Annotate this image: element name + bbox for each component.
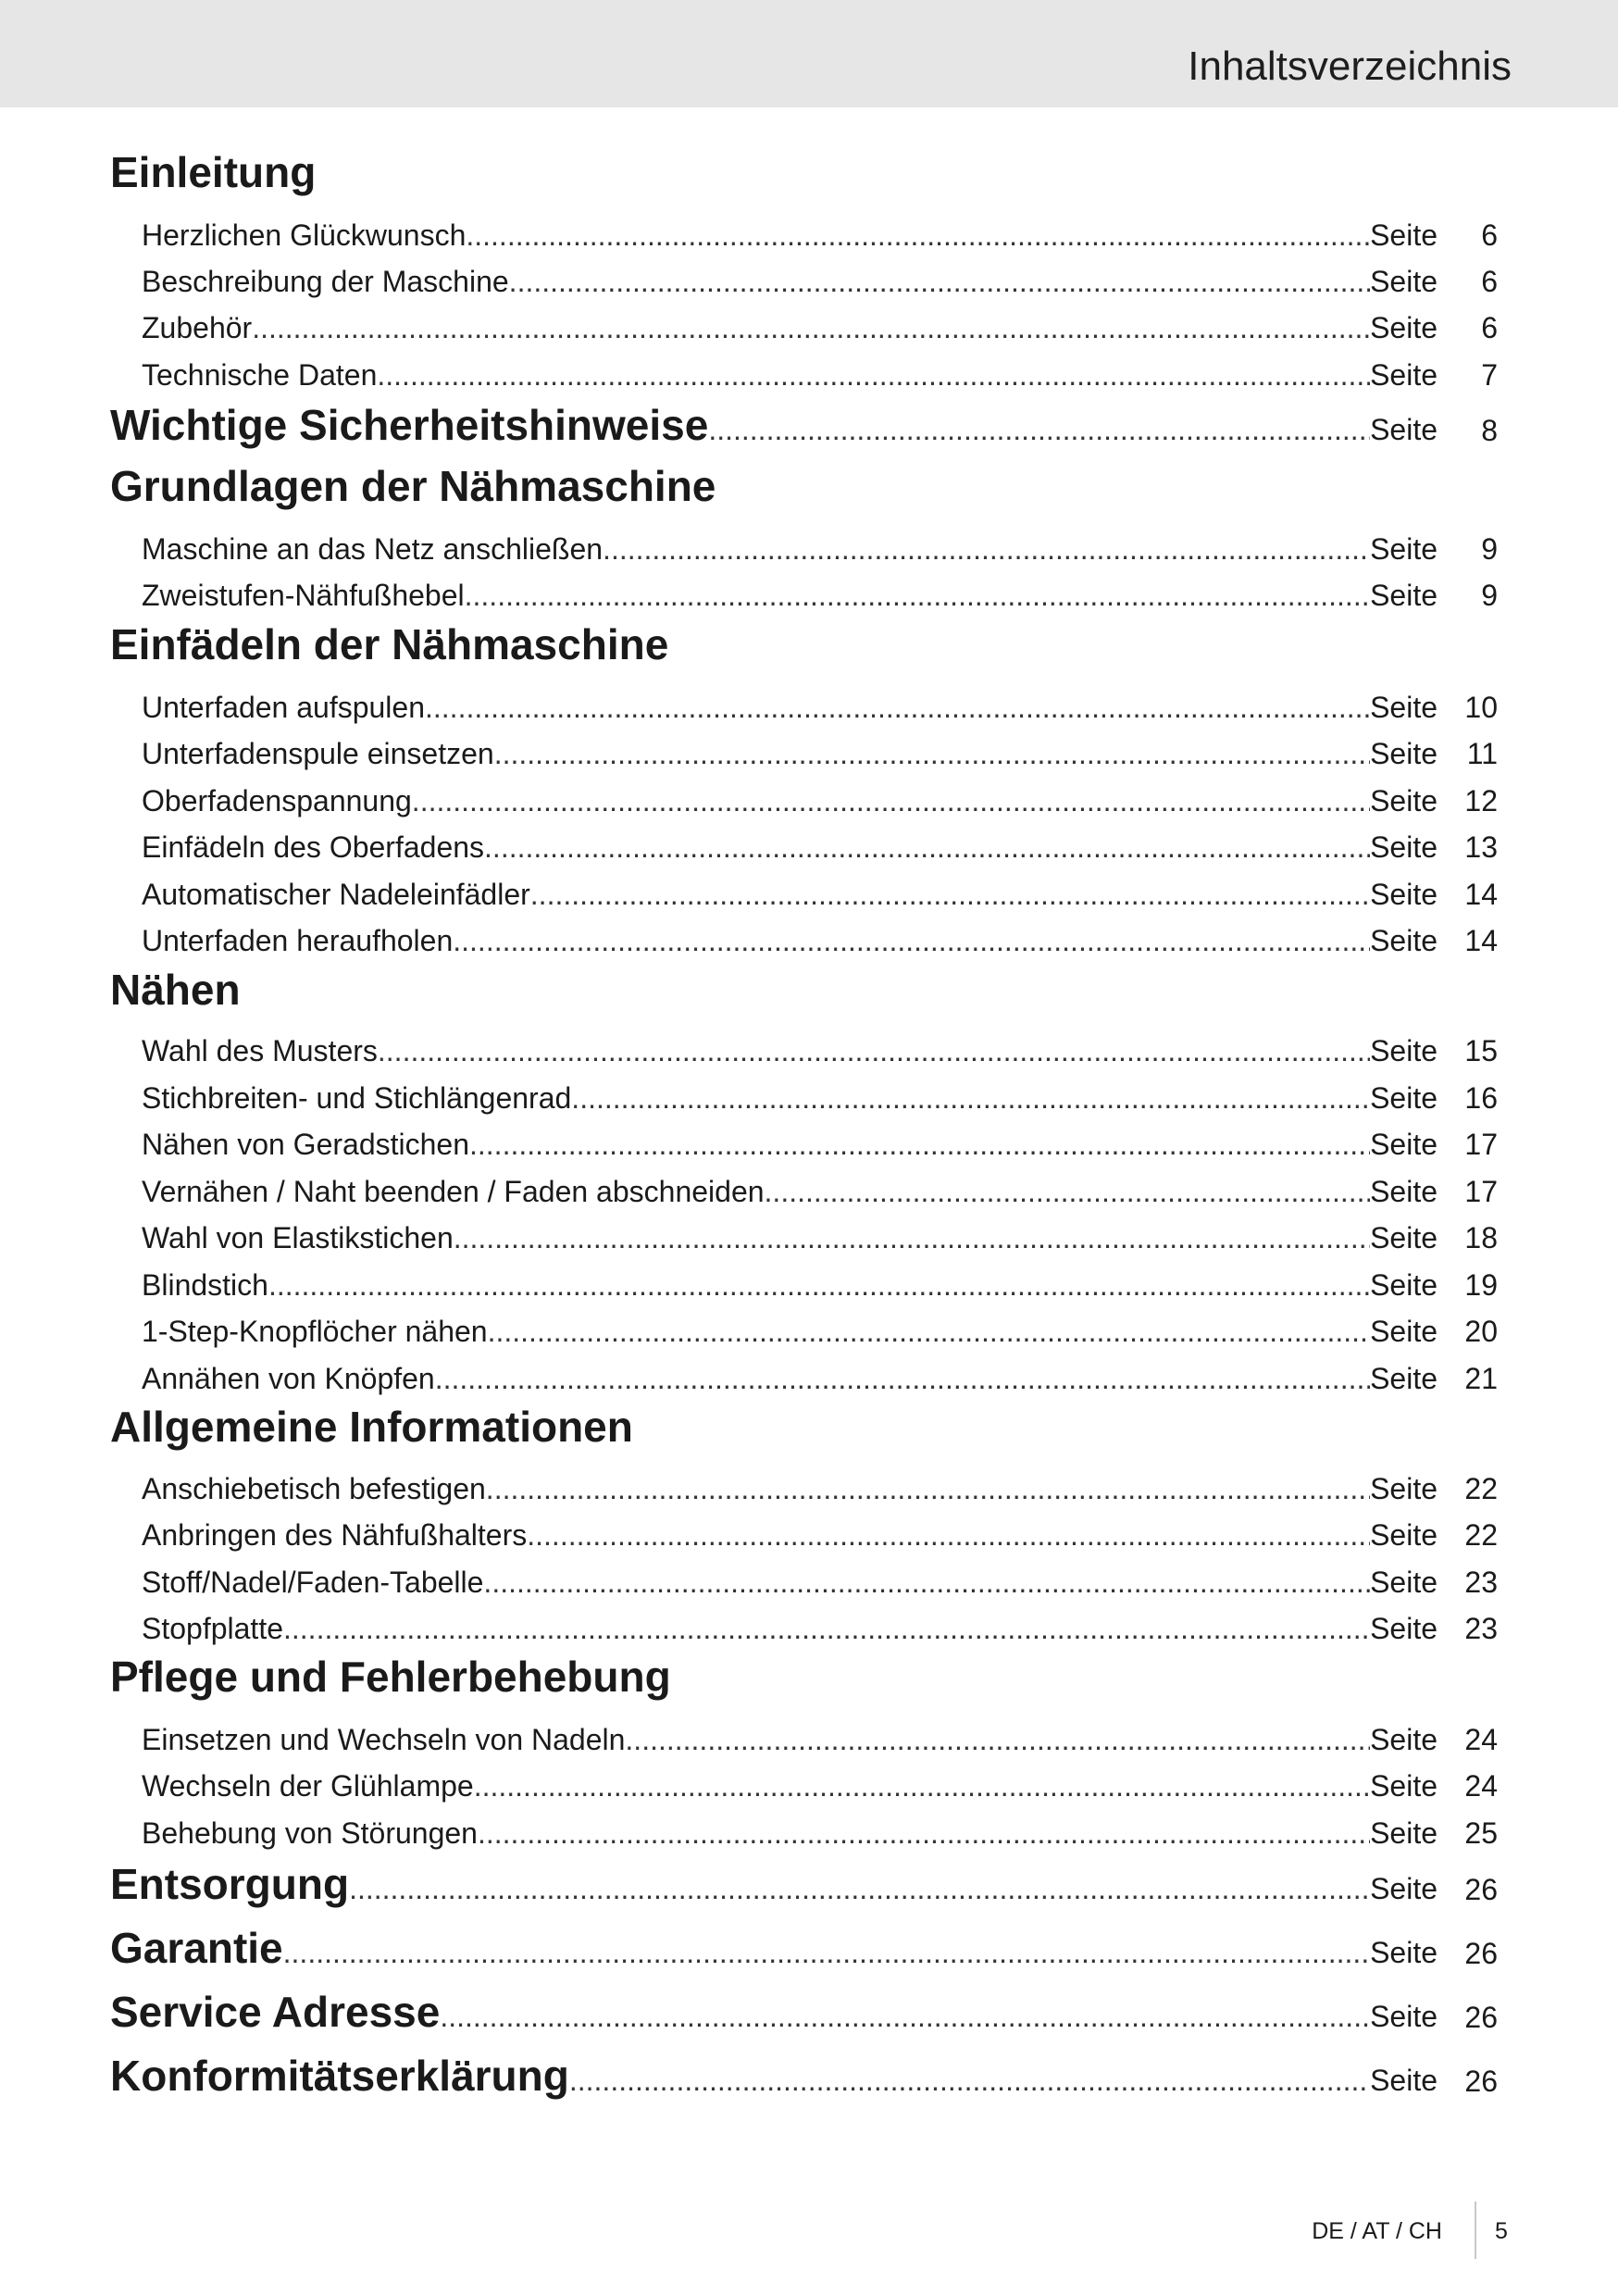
toc-page-number: 10 (1464, 691, 1498, 724)
leader-dots (425, 689, 1370, 726)
page-word: Seite (1370, 1315, 1438, 1348)
page-word: Seite (1370, 265, 1438, 298)
toc-page-number: 23 (1464, 1612, 1498, 1645)
toc-main-entry[interactable] (0, 1855, 1618, 1908)
toc-entry[interactable] (0, 345, 1618, 393)
toc-entry[interactable] (0, 298, 1618, 346)
page-word: Seite (1370, 1769, 1438, 1803)
toc-entry[interactable] (0, 678, 1618, 726)
section-heading: Allgemeine Informationen (110, 1403, 633, 1451)
page-word: Seite (1370, 413, 1438, 446)
toc-page-number: 22 (1464, 1472, 1498, 1505)
page-word: Seite (1370, 2064, 1438, 2097)
page-word: Seite (1370, 1268, 1438, 1302)
toc-page-number: 6 (1481, 218, 1498, 252)
page-word: Seite (1370, 1566, 1438, 1599)
section-heading: Grundlagen der Nähmaschine (110, 462, 716, 510)
toc-entry[interactable] (0, 1459, 1618, 1507)
toc-entry[interactable] (0, 1255, 1618, 1304)
toc-page-number: 14 (1464, 878, 1498, 911)
footer-divider (1475, 2202, 1476, 2259)
toc-main-entry[interactable] (0, 2047, 1618, 2100)
toc-page-number: 13 (1464, 830, 1498, 864)
toc-page-number: 19 (1464, 1268, 1498, 1302)
toc-entry-title: Automatischer Nadeleinfädler (142, 878, 530, 911)
toc-entry[interactable] (0, 1115, 1618, 1163)
leader-dots (453, 922, 1370, 959)
toc-entry[interactable] (0, 1349, 1618, 1397)
toc-entry[interactable] (0, 771, 1618, 819)
section-heading: Nähen (110, 966, 241, 1014)
toc-entry[interactable] (0, 206, 1618, 254)
toc-page-number: 21 (1464, 1362, 1498, 1395)
page-word: Seite (1370, 784, 1438, 817)
leader-dots (435, 1360, 1370, 1397)
toc-page-number: 11 (1466, 737, 1498, 770)
toc-entry-title: Garantie (110, 1924, 283, 1972)
toc-entry-title: Stichbreiten- und Stichlängenrad (142, 1081, 572, 1115)
leader-dots (252, 309, 1370, 346)
toc-entry[interactable] (0, 566, 1618, 614)
toc-page-number: 17 (1464, 1128, 1498, 1161)
toc-page-number: 20 (1464, 1315, 1498, 1348)
toc-entry[interactable] (0, 1162, 1618, 1210)
page-word: Seite (1370, 1175, 1438, 1208)
toc-page-number: 6 (1481, 265, 1498, 298)
leader-dots (440, 1991, 1370, 2041)
leader-dots (283, 1928, 1370, 1978)
toc-entry-title: Vernähen / Naht beenden / Faden abschneiden (142, 1175, 765, 1208)
leader-dots (466, 217, 1370, 254)
toc-entry-title: Konformitätserklärung (110, 2052, 569, 2100)
toc-entry[interactable] (0, 1505, 1618, 1554)
page-word: Seite (1370, 1518, 1438, 1552)
page-word: Seite (1370, 924, 1438, 957)
toc-entry-title: Beschreibung der Maschine (142, 265, 509, 298)
page-word: Seite (1370, 1612, 1438, 1645)
section-heading: Pflege und Fehlerbehebung (110, 1653, 671, 1701)
leader-dots (483, 1564, 1370, 1601)
page-word: Seite (1370, 358, 1438, 392)
toc-entry[interactable] (0, 252, 1618, 300)
leader-dots (268, 1267, 1370, 1304)
page-word: Seite (1370, 1936, 1438, 1969)
page-word: Seite (1370, 1221, 1438, 1254)
toc-entry-title: Einsetzen und Wechseln von Nadeln (142, 1723, 626, 1756)
leader-dots (708, 405, 1370, 455)
toc-entry-title: Annähen von Knöpfen (142, 1362, 435, 1395)
page-word: Seite (1370, 218, 1438, 252)
page-word: Seite (1370, 2000, 1438, 2033)
leader-dots (469, 1126, 1370, 1163)
page-word: Seite (1370, 1816, 1438, 1850)
page-word: Seite (1370, 878, 1438, 911)
toc-main-entry[interactable] (0, 396, 1618, 449)
leader-dots (569, 2055, 1370, 2105)
toc-page-number: 15 (1464, 1034, 1498, 1067)
toc-page-number: 25 (1464, 1816, 1498, 1850)
toc-entry[interactable] (0, 1208, 1618, 1256)
toc-entry-title: Einfädeln des Oberfadens (142, 830, 485, 864)
leader-dots (509, 263, 1370, 300)
toc-entry-title: Blindstich (142, 1268, 268, 1302)
toc-entry-title: Nähen von Geradstichen (142, 1128, 469, 1161)
toc-entry[interactable] (0, 1021, 1618, 1069)
toc-entry-title: Stoff/Nadel/Faden-Tabelle (142, 1566, 484, 1599)
leader-dots (488, 1313, 1370, 1350)
leader-dots (349, 1864, 1370, 1914)
toc-entry-title: Wahl des Musters (142, 1034, 378, 1067)
toc-entry[interactable] (0, 1302, 1618, 1350)
toc-page-number: 14 (1464, 924, 1498, 957)
toc-entry[interactable] (0, 519, 1618, 568)
page-word: Seite (1370, 691, 1438, 724)
toc-entry-title: Service Adresse (110, 1988, 441, 2036)
page-title: Inhaltsverzeichnis (1188, 44, 1512, 89)
page-word: Seite (1370, 1472, 1438, 1505)
leader-dots (571, 1079, 1370, 1117)
toc-page-number: 17 (1464, 1175, 1498, 1208)
page-word: Seite (1370, 1128, 1438, 1161)
toc-entry-title: Wichtige Sicherheitshinweise (110, 401, 709, 449)
toc-entry-title: Herzlichen Glückwunsch (142, 218, 467, 252)
page-word: Seite (1370, 737, 1438, 770)
toc-entry-title: Wechseln der Glühlampe (142, 1769, 474, 1803)
toc-page-number: 24 (1464, 1723, 1498, 1756)
toc-entry[interactable] (0, 911, 1618, 959)
page-word: Seite (1370, 311, 1438, 344)
toc-entry-title: Stopfplatte (142, 1612, 283, 1645)
toc-entry-title: Wahl von Elastikstichen (142, 1221, 454, 1254)
leader-dots (454, 1219, 1370, 1256)
leader-dots (465, 577, 1370, 614)
page-word: Seite (1370, 1081, 1438, 1115)
toc-entry-title: Zubehör (142, 311, 253, 344)
page-word: Seite (1370, 1034, 1438, 1067)
leader-dots (527, 1516, 1370, 1554)
toc-entry-title: Technische Daten (142, 358, 378, 392)
page-word: Seite (1370, 1723, 1438, 1756)
leader-dots (474, 1767, 1370, 1804)
toc-page-number: 7 (1481, 358, 1498, 392)
leader-dots (765, 1173, 1371, 1210)
leader-dots (494, 735, 1370, 772)
toc-page-number: 8 (1481, 414, 1498, 447)
toc-page-number: 23 (1464, 1566, 1498, 1599)
toc-entry-title: Anbringen des Nähfußhalters (142, 1518, 528, 1552)
toc-page-number: 26 (1464, 1937, 1498, 1970)
leader-dots (377, 356, 1370, 393)
toc-main-entry[interactable] (0, 1983, 1618, 2036)
toc-page-number: 22 (1464, 1518, 1498, 1552)
leader-dots (283, 1610, 1370, 1647)
toc-entry[interactable] (0, 817, 1618, 866)
toc-entry-title: Maschine an das Netz anschließen (142, 532, 604, 566)
toc-page-number: 24 (1464, 1769, 1498, 1803)
toc-page-number: 9 (1481, 579, 1498, 612)
page-word: Seite (1370, 1872, 1438, 1905)
toc-entry-title: Entsorgung (110, 1860, 350, 1908)
leader-dots (412, 782, 1370, 819)
toc-entry[interactable] (0, 1599, 1618, 1647)
toc-page-number: 12 (1464, 784, 1498, 817)
toc-entry-title: Unterfaden heraufholen (142, 924, 454, 957)
toc-page-number: 26 (1464, 1873, 1498, 1906)
toc-entry[interactable] (0, 1553, 1618, 1601)
leader-dots (486, 1470, 1370, 1507)
toc-page-number: 26 (1464, 2065, 1498, 2098)
toc-entry[interactable] (0, 1756, 1618, 1804)
toc-page-number: 16 (1464, 1081, 1498, 1115)
page-word: Seite (1370, 1362, 1438, 1395)
section-heading: Einleitung (110, 148, 317, 196)
section-heading: Einfädeln der Nähmaschine (110, 620, 669, 668)
page-word: Seite (1370, 579, 1438, 612)
toc-entry[interactable] (0, 1710, 1618, 1758)
page-word: Seite (1370, 532, 1438, 566)
toc-page-number: 6 (1481, 311, 1498, 344)
leader-dots (478, 1815, 1370, 1852)
toc-entry[interactable] (0, 865, 1618, 913)
toc-entry[interactable] (0, 1068, 1618, 1117)
toc-page-number: 18 (1464, 1221, 1498, 1254)
toc-entry-title: Zweistufen-Nähfußhebel (142, 579, 465, 612)
footer-page-number: 5 (1495, 2218, 1508, 2244)
leader-dots (530, 876, 1370, 913)
footer-languages: DE / AT / CH (1312, 2218, 1442, 2244)
toc-entry-title: Behebung von Störungen (142, 1816, 478, 1850)
toc-entry-title: Unterfadenspule einsetzen (142, 737, 494, 770)
toc-entry-title: Oberfadenspannung (142, 784, 412, 817)
toc-main-entry[interactable] (0, 1919, 1618, 1972)
leader-dots (484, 829, 1370, 866)
toc-entry-title: 1-Step-Knopflöcher nähen (142, 1315, 488, 1348)
leader-dots (603, 530, 1370, 568)
toc-page-number: 26 (1464, 2001, 1498, 2034)
toc-page-number: 9 (1481, 532, 1498, 566)
page-word: Seite (1370, 830, 1438, 864)
leader-dots (378, 1032, 1370, 1069)
toc-entry[interactable] (0, 1803, 1618, 1852)
toc-entry-title: Unterfaden aufspulen (142, 691, 425, 724)
leader-dots (625, 1721, 1370, 1758)
toc-entry-title: Anschiebetisch befestigen (142, 1472, 486, 1505)
toc-entry[interactable] (0, 724, 1618, 772)
